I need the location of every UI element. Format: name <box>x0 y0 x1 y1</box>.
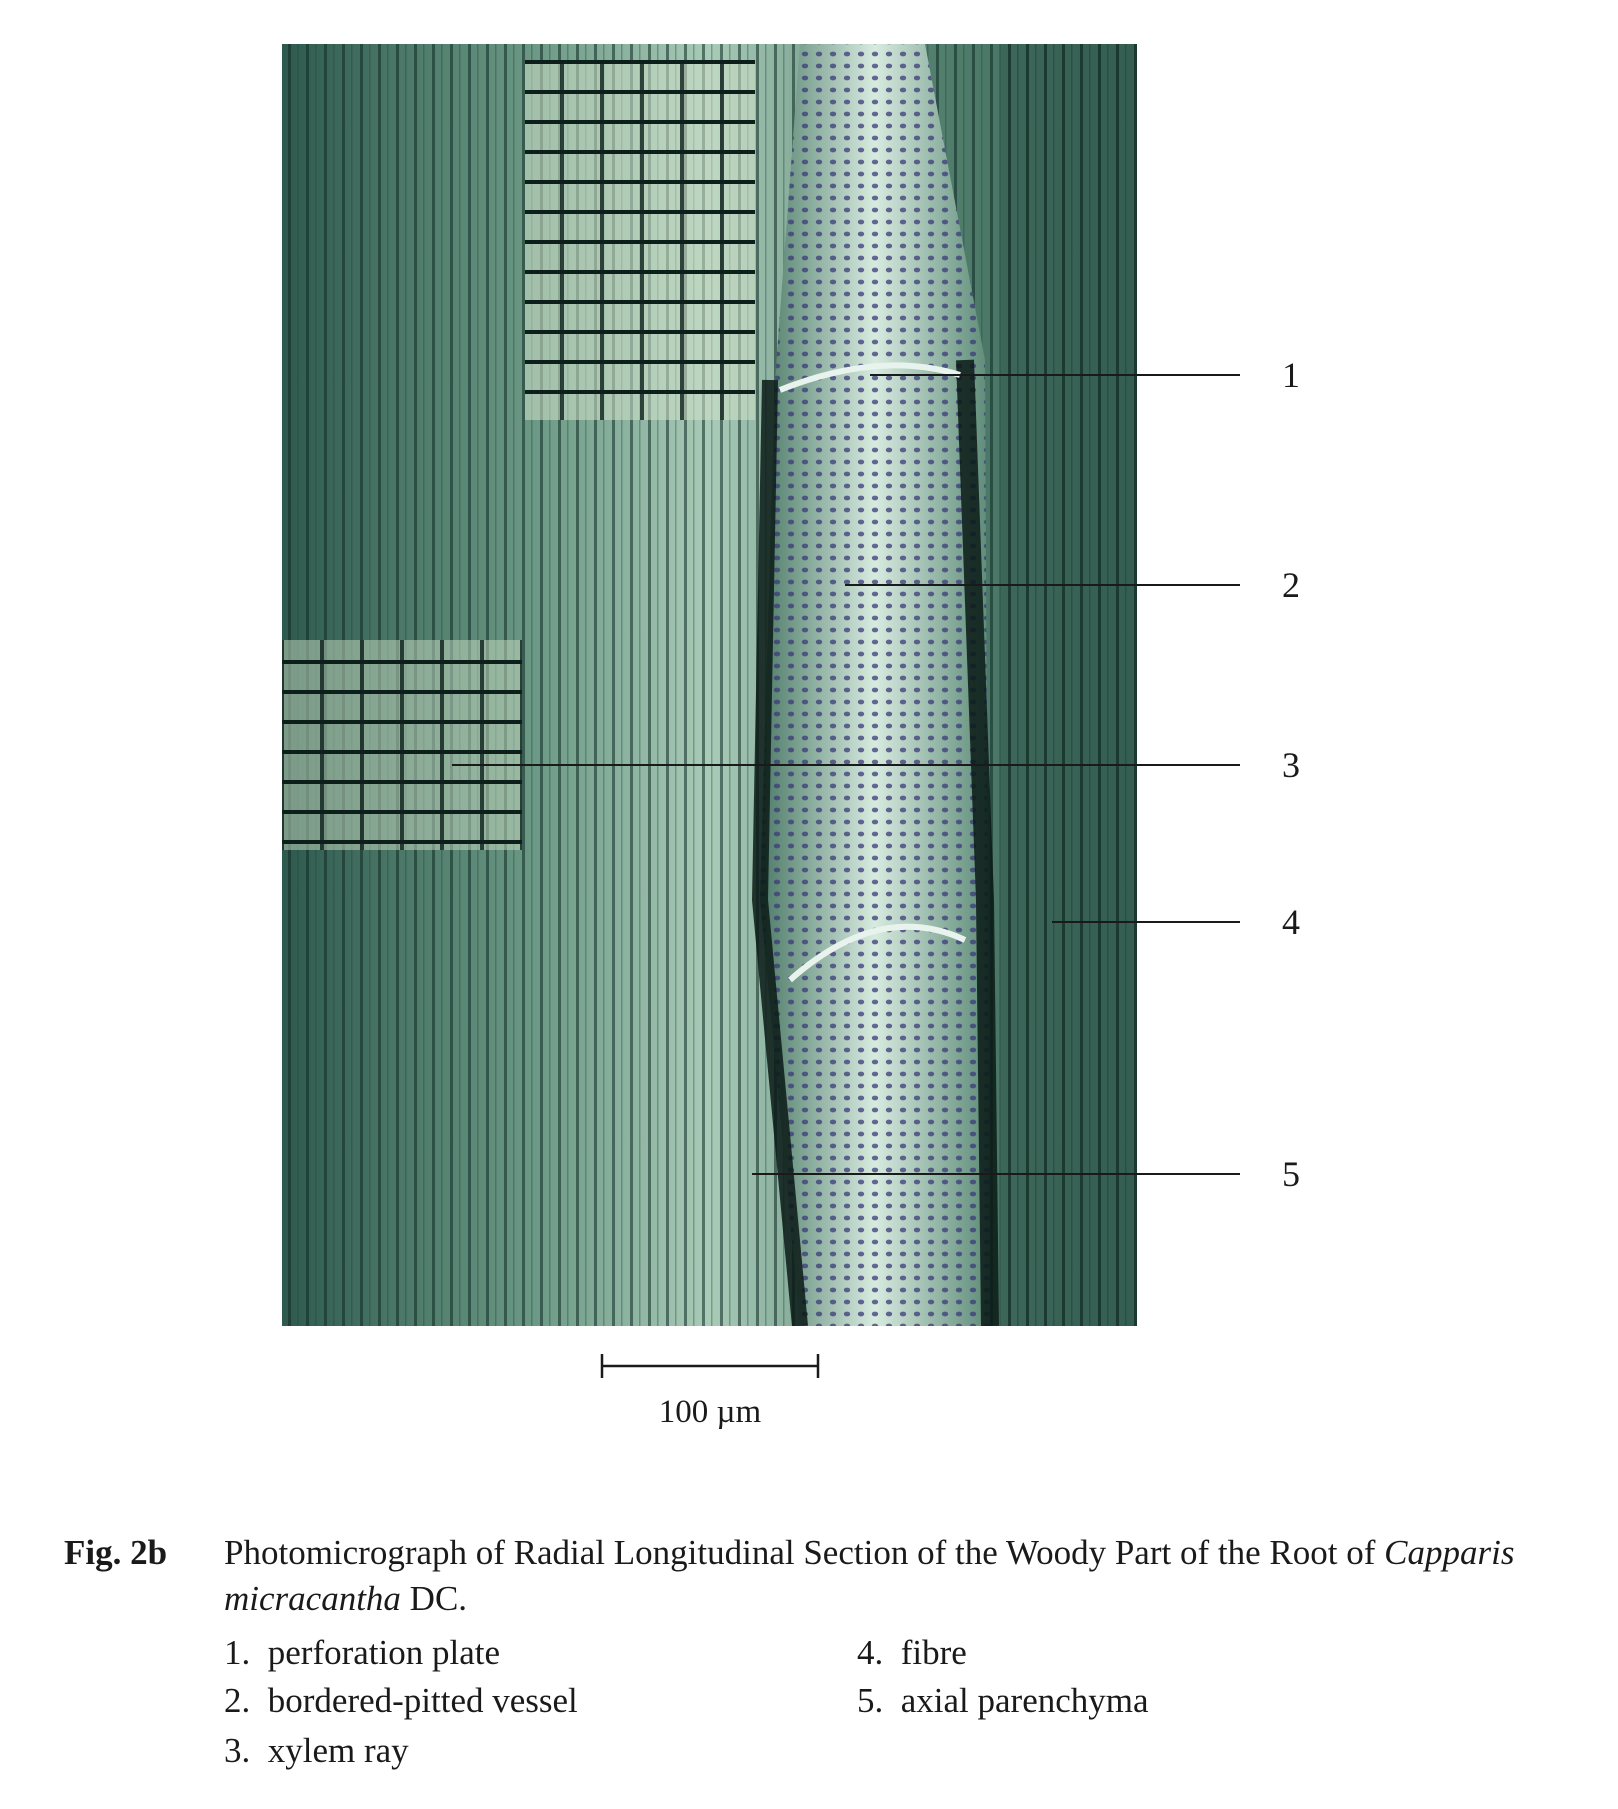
legend-item-5: 5. axial parenchyma <box>857 1681 1149 1720</box>
photomicrograph <box>282 44 1137 1326</box>
caption-text <box>224 1530 1554 1622</box>
label-number-5: 5 <box>1282 1154 1300 1194</box>
label-number-2: 2 <box>1282 565 1300 605</box>
legend-item-3: 3. xylem ray <box>224 1731 409 1770</box>
label-number-4: 4 <box>1282 902 1300 942</box>
legend-item-2: 2. bordered-pitted vessel <box>224 1681 578 1720</box>
label-number-1: 1 <box>1282 355 1300 395</box>
label-number-3: 3 <box>1282 745 1300 785</box>
scale-bar-label: 100 µm <box>658 1394 762 1430</box>
legend-item-4: 4. fibre <box>857 1633 967 1672</box>
scale-bar <box>602 1354 818 1378</box>
caption-species: Capparis micracantha <box>224 1533 1515 1618</box>
legend-item-1: 1. perforation plate <box>224 1633 501 1672</box>
caption-author: DC. <box>409 1579 468 1618</box>
caption-main: Photomicrograph of Radial Longitudinal Section of the Woody Part of the Root of <box>224 1533 1376 1572</box>
figure-number: Fig. 2b <box>64 1533 168 1572</box>
